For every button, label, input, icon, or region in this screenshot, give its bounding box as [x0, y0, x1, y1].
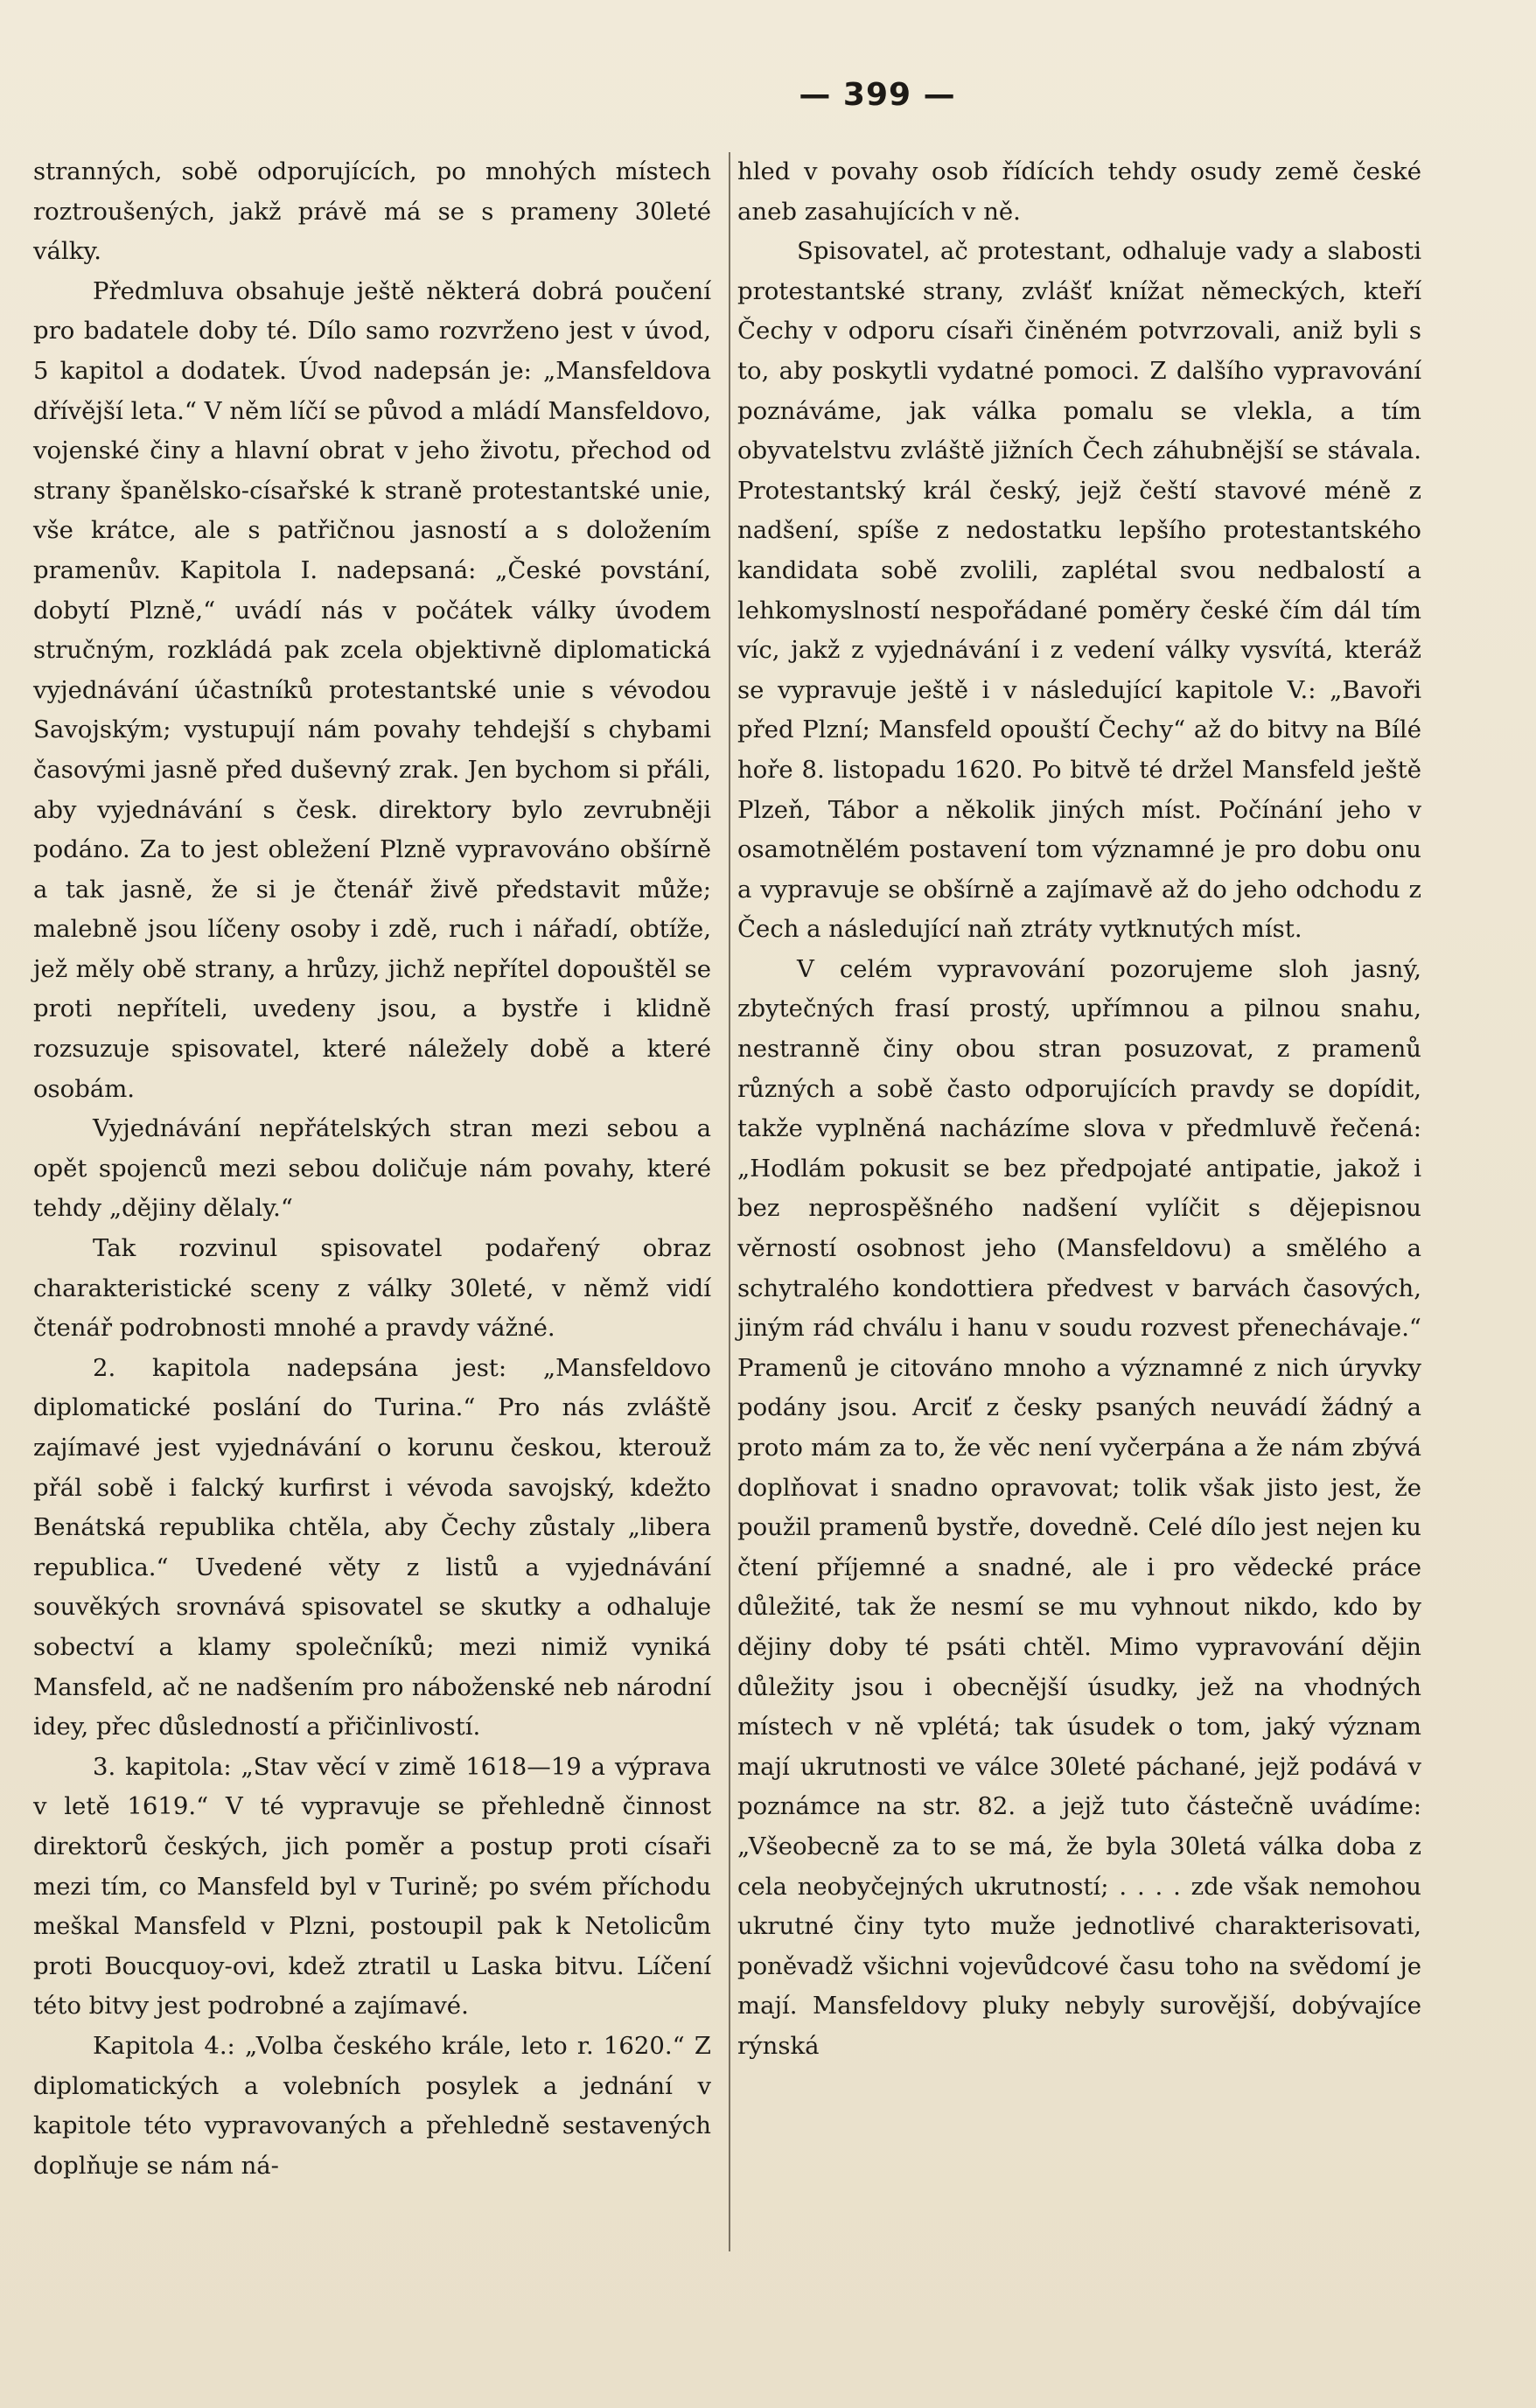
paragraph: 3. kapitola: „Stav věcí v zimě 1618—19 a výprava v letě 1619.“ V té vypravuje se přehledně činnost direktorů českých, jich poměr a postup proti císaři mezi tím, co Mansfeld byl v Turině; po svém příchodu meškal Mansfeld v Plzni, postoupil pak k Netolicům proti Boucquoy-ovi, kdež ztratil u Laska bitvu. Líčení této bitvy jest podrobné a zajímavé. — [33, 1752, 711, 2021]
column-divider — [729, 152, 730, 2251]
paragraph: Kapitola 4.: „Volba českého krále, leto r. 1620.“ Z diplomatických a volebních posylek a jednání v kapitole této vypravovaných a přehledně sestavených doplňuje se nám ná- — [33, 2031, 711, 2180]
right-column — [737, 152, 1421, 2067]
paragraph: Předmluva obsahuje ještě některá dobrá poučení pro badatele doby té. Dílo samo rozvrženo jest v úvod, 5 kapitol a dodatek. Úvod nadepsán je: „Mansfeldova dřívější leta.“ V něm líčí se původ a mládí Mansfeldovo, vojenské činy a hlavní obrat v jeho životu, přechod od strany španělsko-císařské k straně protestantské unie, vše krátce, ale s patřičnou jasností a s doložením pramenův. Kapitola I. nadepsaná: „České povstání, dobytí Plzně,“ uvádí nás v počátek války úvodem stručným, rozkládá pak zcela objektivně diplomatická vyjednávání účastníků protestantské unie s vévodou Savojským; vystupují nám povahy tehdejší s chybami časovými jasně před duševný zrak. Jen bychom si přáli, aby vyjednávání s česk. direktory bylo zevrubněji podáno. Za to jest obležení Plzně vypravováno obšírně a tak jasně, že si je čtenář živě představit může; malebně jsou líčeny osoby i zdě, ruch i nářadí, obtíže, jež měly obě strany, a hrůzy, jichž nepřítel dopouštěl se proti nepříteli, uvedeny jsou, a bystře i klidně rozsuzuje spisovatel, které náležely době a které osobám. — [33, 276, 711, 1103]
paragraph: 2. kapitola nadepsána jest: „Mansfeldovo diplomatické poslání do Turina.“ Pro nás zvláště zajímavé jest vyjednávání o korunu českou, kterouž přál sobě i falcký kurfirst i vévoda savojský, kdežto Benátská republika chtěla, aby Čechy zůstaly „libera republica.“ Uvedené věty z listů a vyjednávání souvěkých srovnává spisovatel se skutky a odhaluje sobectví a klamy společníků; mezi nimiž vyniká Mansfeld, ač ne nadšením pro náboženské neb národní idey, přec důsledností a přičinlivostí. — [33, 1353, 711, 1741]
page-number: — 399 — — [799, 76, 956, 113]
paragraph: V celém vypravování pozorujeme sloh jasný, zbytečných frasí prostý, upřímnou a pilnou snahu, nestranně činy obou stran posuzovat, z pramenů různých a sobě často odporujících pravdy se dopídit, takže vyplněná nacházíme slova v předmluvě řečená: „Hodlám pokusit se bez předpojaté antipatie, jakož i bez neprospěšného nadšení vylíčit s dějepisnou věrností osobnost jeho (Mansfeldovu) a smělého a schytralého kondottiera předvest v barvách časových, jiným rád chválu i hanu v soudu rozvest přenechávaje.“ Pramenů je citováno mnoho a významné z nich úryvky podány jsou. Arciť z česky psaných neuvádí žádný a proto mám za to, že věc není vyčerpána a že nám zbývá doplňovat i snadno opravovat; tolik však jisto jest, že použil pramenů bystře, dovedně. Celé dílo jest nejen ku čtení příjemné a snadné, ale i pro vědecké práce důležité, tak že nesmí se mu vyhnout nikdo, kdo by dějiny doby té psáti chtěl. Mimo vypravování dějin důležity jsou i obecnější úsudky, jež na vhodných místech v ně vplétá; tak úsudek o tom, jaký význam mají ukrutnosti ve válce 30leté páchané, jejž podává v poznámce na str. 82. a jejž tuto částečně uvádíme: „Všeobecně za to se má, že byla 30letá válka doba z cela neobyčejných ukrutností; . . . . zde však nemohou ukrutné činy tyto muže jednotlivé charakterisovati, poněvadž všichni vojevůdcové času toho na svědomí je mají. Mansfeldovy pluky nebyly surovější, dobývajíce rýnská — [737, 954, 1421, 2060]
paragraph: Spisovatel, ač protestant, odhaluje vady a slabosti protestantské strany, zvlášť knížat německých, kteří Čechy v odporu císaři činěném potvrzovali, aniž byli s to, aby poskytli vydatné pomoci. Z dalšího vypravování poznáváme, jak válka pomalu se vlekla, a tím obyvatelstvu zvláště jižních Čech záhubnější se stávala. Protestantský král český, jejž čeští stavové méně z nadšení, spíše z nedostatku lepšího protestantského kandidata sobě zvolili, zaplétal svou nedbalostí a lehkomyslností nespořádané poměry české čím dál tím víc, jakž z vyjednávání i z vedení války vysvítá, kteráž se vypravuje ještě i v následující kapitole V.: „Bavoři před Plzní; Mansfeld opouští Čechy“ až do bitvy na Bílé hoře 8. listopadu 1620. Po bitvě té držel Mansfeld ještě Plzeň, Tábor a několik jiných míst. Počínání jeho v osamotnělém postavení tom významné je pro dobu onu a vypravuje se obšírně a zajímavě až do jeho odchodu z Čech a následující naň ztráty vytknutých míst. — [737, 237, 1421, 944]
paragraph: Tak rozvinul spisovatel podařený obraz charakteristické sceny z války 30leté, v němž vidí čtenář podrobnosti mnohé a pravdy vážné. — [33, 1234, 711, 1343]
left-column — [33, 152, 711, 2186]
paragraph: stranných, sobě odporujících, po mnohých místech roztroušených, jakž právě má se s prameny 30leté války. — [33, 157, 711, 266]
page-header — [0, 68, 1536, 121]
paragraph: hled v povahy osob řídících tehdy osudy země české aneb zasahujících v ně. — [737, 157, 1421, 226]
paragraph: Vyjednávání nepřátelských stran mezi sebou a opět spojenců mezi sebou doličuje nám povahy, které tehdy „dějiny dělaly.“ — [33, 1114, 711, 1223]
